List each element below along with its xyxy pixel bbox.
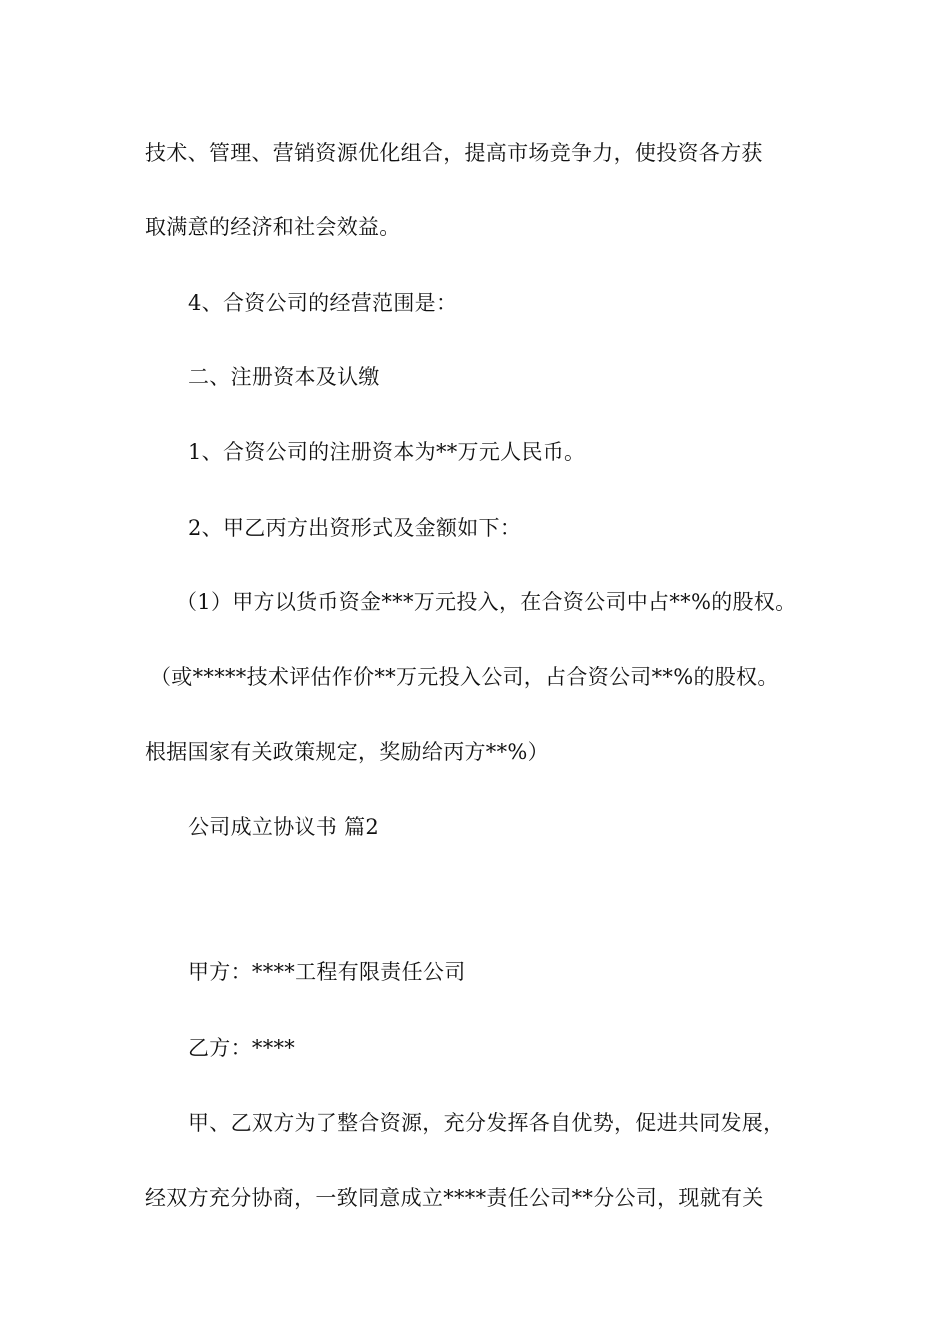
- paragraph-line: 经双方充分协商，一致同意成立****责任公司**分公司，现就有关: [145, 1186, 764, 1210]
- list-item-contribution-form: 2、甲乙丙方出资形式及金额如下：: [188, 516, 522, 540]
- section-heading-registered-capital: 二、注册资本及认缴: [188, 365, 380, 389]
- paragraph-line: 根据国家有关政策规定，奖励给丙方**%）: [145, 740, 549, 764]
- paragraph-line: 甲、乙双方为了整合资源，充分发挥各自优势，促进共同发展，: [188, 1111, 785, 1135]
- party-a-line: 甲方：****工程有限责任公司: [188, 960, 466, 984]
- paragraph-line: 取满意的经济和社会效益。: [145, 215, 401, 239]
- paragraph-line: （或*****技术评估作价**万元投入公司，占合资公司**%的股权。: [150, 665, 779, 689]
- article-title: 公司成立协议书 篇2: [188, 815, 380, 839]
- party-b-line: 乙方：****: [188, 1036, 296, 1060]
- sub-item-party-a-contribution: （1）甲方以货币资金***万元投入，在合资公司中占**%的股权。: [176, 590, 797, 614]
- list-item-business-scope: 4、合资公司的经营范围是：: [188, 291, 458, 315]
- paragraph-line: 技术、管理、营销资源优化组合，提高市场竞争力，使投资各方获: [145, 141, 763, 165]
- list-item-registered-capital: 1、合资公司的注册资本为**万元人民币。: [188, 440, 586, 464]
